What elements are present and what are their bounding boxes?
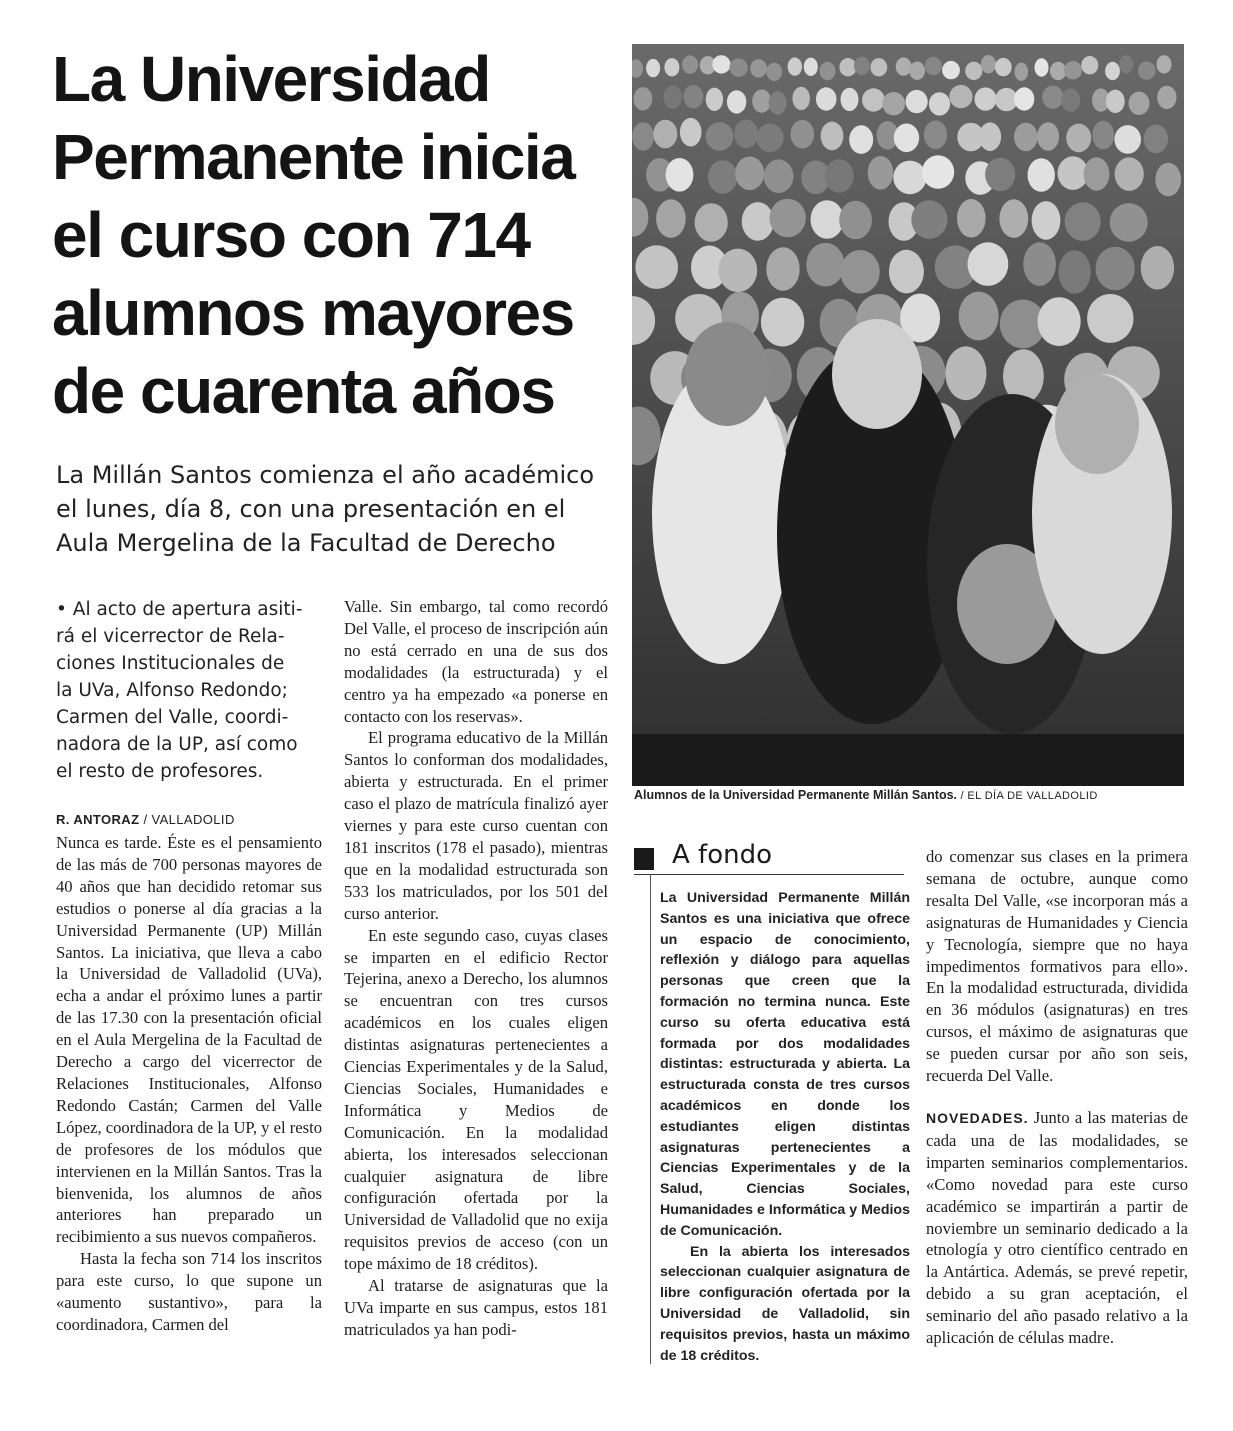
crowd-head bbox=[734, 120, 758, 149]
crowd-head bbox=[1138, 61, 1156, 79]
crowd-head bbox=[634, 87, 653, 110]
body-paragraph: El programa educativo de la Millán Santos lo conforman dos modalidades, abierta y estructurada. En el primer caso el plazo de matrícula finalizó ayer viernes y para este curso cuentan con 181 inscritos (178 el pasado), mientras que en la modalidad estructurada son 533 los matriculados, por los 501 del curso anterior. bbox=[344, 728, 608, 923]
crowd-head bbox=[752, 89, 771, 112]
section-marker-icon bbox=[634, 848, 654, 870]
crowd-head bbox=[896, 57, 912, 75]
crowd-head bbox=[712, 55, 730, 73]
crowd-head bbox=[1028, 158, 1055, 192]
headline bbox=[52, 40, 632, 430]
crowd-head bbox=[806, 243, 844, 287]
crowd-head bbox=[706, 122, 734, 151]
crowd-head bbox=[1114, 125, 1141, 154]
crowd-head bbox=[718, 249, 757, 293]
crowd-head bbox=[868, 156, 894, 190]
crowd-head bbox=[653, 120, 677, 149]
crowd-head bbox=[682, 55, 698, 73]
crowd-head bbox=[906, 90, 928, 113]
crowd-head bbox=[1014, 123, 1038, 152]
crowd-head bbox=[981, 55, 996, 73]
crowd-head bbox=[769, 91, 787, 114]
crowd-head bbox=[1087, 294, 1133, 343]
crowd-head bbox=[1115, 157, 1144, 191]
crowd-head bbox=[1144, 125, 1168, 154]
crowd-head bbox=[761, 298, 804, 347]
crowd-head bbox=[909, 62, 925, 80]
crowd-head bbox=[706, 88, 723, 111]
crowd-head bbox=[870, 58, 887, 76]
crowd-head bbox=[1032, 201, 1061, 240]
crowd-head bbox=[750, 59, 767, 77]
crowd-head bbox=[680, 118, 702, 147]
crowd-head bbox=[1081, 56, 1098, 74]
crowd-head bbox=[1106, 90, 1125, 113]
crowd-head bbox=[742, 202, 774, 241]
crowd-head bbox=[804, 58, 818, 76]
sidebar-vertical-rule bbox=[650, 874, 651, 1364]
crowd-head bbox=[1105, 62, 1120, 80]
body-paragraph: Valle. Sin embargo, tal como recordó Del Valle, el proceso de inscripción aún no está cerrado en una de sus dos modalidades (la estructurada) y el centro ya ha empezado «a ponerse en contacto con los reservas». bbox=[344, 597, 608, 726]
subtitle-line: Aula Mergelina de la Facultad de Derecho bbox=[56, 529, 556, 557]
crowd-head bbox=[985, 158, 1015, 192]
crowd-head bbox=[882, 92, 905, 115]
audience-photo bbox=[632, 44, 1184, 786]
crowd-head bbox=[911, 200, 947, 239]
crowd-head bbox=[1038, 297, 1081, 346]
byline-location: / VALLADOLID bbox=[143, 812, 235, 827]
crowd-head bbox=[1042, 86, 1063, 109]
crowd-head bbox=[840, 250, 879, 294]
body-paragraph: Hasta la fecha son 714 los inscritos para este curso, lo que supone un «aumento sustantivo», para la coordinadora, Carmen del bbox=[56, 1249, 322, 1334]
lead-line: el resto de profesores. bbox=[56, 761, 264, 782]
subtitle bbox=[56, 458, 626, 560]
lead-line: • Al acto de apertura asiti- bbox=[56, 599, 303, 620]
crowd-head bbox=[1037, 122, 1059, 151]
crowd-head bbox=[1096, 247, 1135, 291]
crowd-head bbox=[811, 200, 844, 239]
crowd-head bbox=[1141, 246, 1174, 290]
body-column-1 bbox=[56, 832, 322, 1336]
crowd-head bbox=[1065, 202, 1101, 241]
sidebar-title: A fondo bbox=[672, 840, 773, 870]
audience-photo-illustration bbox=[632, 44, 1184, 786]
lead-line: nadora de la UP, así como bbox=[56, 734, 298, 755]
sidebar-text bbox=[660, 888, 910, 1366]
lead-summary bbox=[56, 596, 326, 785]
crowd-head bbox=[708, 160, 738, 194]
crowd-head bbox=[1155, 163, 1181, 197]
crowd-head bbox=[1084, 157, 1110, 191]
byline bbox=[56, 812, 235, 827]
crowd-head bbox=[666, 158, 694, 192]
crowd-head bbox=[727, 90, 746, 113]
crowd-head bbox=[975, 87, 997, 110]
crowd-head bbox=[788, 57, 802, 75]
crowd-head bbox=[893, 161, 926, 195]
body-column-2 bbox=[344, 596, 608, 1341]
crowd-head bbox=[849, 125, 873, 154]
crowd-head bbox=[1058, 250, 1090, 294]
crowd-head bbox=[1092, 121, 1114, 150]
headline-line: de cuarenta años bbox=[52, 355, 555, 427]
crowd-head bbox=[764, 159, 794, 193]
crowd-head bbox=[825, 159, 854, 193]
subtitle-line: La Millán Santos comienza el año académico bbox=[56, 461, 595, 489]
crowd-head bbox=[756, 124, 783, 153]
crowd-head bbox=[854, 57, 870, 75]
crowd-head bbox=[646, 59, 660, 77]
lead-line: rá el vicerrector de Rela- bbox=[56, 626, 285, 647]
crowd-head bbox=[979, 122, 1001, 151]
crowd-head bbox=[925, 57, 942, 75]
section-kicker: NOVEDADES. bbox=[926, 1109, 1029, 1126]
crowd-head bbox=[949, 85, 972, 108]
crowd-head bbox=[1064, 61, 1082, 79]
body-column-4 bbox=[926, 846, 1188, 1349]
crowd-head bbox=[766, 63, 782, 81]
body-paragraph: Al tratarse de asignaturas que la UVa imparte en sus campus, estos 181 matriculados ya han podi- bbox=[344, 1276, 608, 1339]
byline-author: R. ANTORAZ bbox=[56, 812, 140, 827]
headline-line: alumnos mayores bbox=[52, 277, 574, 349]
crowd-head bbox=[957, 199, 986, 238]
crowd-head bbox=[684, 85, 704, 108]
body-paragraph: En este segundo caso, cuyas clases se imparten en el edificio Rector Tejerina, anexo a Derecho, los alumnos se encuentran con tres cursos académicos en los cuales eligen distintas asignaturas pertenecientes a Ciencias Experimentales y de la Salud, Ciencias Sociales, Humanidades e Informática y Medios de Comunicación. En la modalidad abierta, los interesados seleccionan cualquier asignatura de libre configuración ofertada por la Universidad de Valladolid que no exija requisitos previos de acceso (con un tope máximo de 18 créditos). bbox=[344, 925, 608, 1274]
crowd-head bbox=[1157, 86, 1176, 109]
crowd-head bbox=[924, 121, 947, 150]
crowd-head bbox=[730, 58, 748, 76]
crowd-head bbox=[695, 203, 728, 242]
crowd-head bbox=[999, 199, 1028, 238]
crowd-head bbox=[959, 292, 999, 341]
crowd-head bbox=[735, 157, 764, 191]
crowd-head bbox=[839, 58, 856, 76]
headline-line: el curso con 714 bbox=[52, 199, 530, 271]
headline-line: La Universidad bbox=[52, 43, 490, 115]
crowd-head bbox=[1015, 63, 1029, 81]
sidebar-paragraph: La Universidad Permanente Millán Santos es una iniciativa que ofrece un espacio de conocimiento, reflexión y diálogo para aquellas personas que creen que la formación no termina nunca. Este curso su oferta educativa está formada por dos modalidades distintas: estructurada y abierta. La estructurada consta de tres cursos académicos en donde los estudiantes eligen distintas asignaturas pertenecientes a Ciencias Experimentales y de la Salud, Ciencias Sociales, Humanidades e Informática y Medios de Comunicación. bbox=[660, 890, 910, 1239]
crowd-head bbox=[1014, 87, 1034, 110]
crowd-head bbox=[922, 155, 954, 189]
subtitle-line: el lunes, día 8, con una presentación en el bbox=[56, 495, 566, 523]
sidebar-divider bbox=[634, 874, 904, 875]
crowd-head bbox=[1066, 124, 1091, 153]
crowd-head bbox=[1061, 89, 1080, 112]
body-paragraph: do comenzar sus clases en la primera semana de octubre, aunque como resalta Del Valle, «se incorporan más a asignaturas de Humanidades y Ciencia y Tecnología, siempre que no haya impedimentos formativos para ello». En la modalidad estructurada, dividida en 36 módulos (asignaturas) en tres cursos, el máximo de asignaturas que se pueden cursar por año son seis, recuerda Del Valle. bbox=[926, 847, 1188, 1086]
crowd-head bbox=[995, 58, 1012, 76]
crowd-head bbox=[1157, 55, 1172, 73]
crowd-head bbox=[968, 242, 1009, 286]
crowd-head bbox=[1023, 242, 1056, 286]
crowd-head bbox=[929, 92, 950, 115]
crowd-head bbox=[635, 245, 678, 289]
crowd-head bbox=[664, 85, 682, 108]
crowd-head bbox=[839, 201, 872, 240]
crowd-head bbox=[770, 199, 806, 238]
crowd-head bbox=[766, 247, 799, 291]
crowd-head bbox=[816, 87, 837, 110]
lead-line: la UVa, Alfonso Redondo; bbox=[56, 680, 288, 701]
crowd-head bbox=[841, 88, 859, 111]
crowd-head bbox=[942, 61, 960, 79]
crowd-head bbox=[792, 87, 810, 110]
body-paragraph: Nunca es tarde. Éste es el pensamiento de las más de 700 personas mayores de 40 años que han decidido retomar sus estudios o ponerse al día gracias a la Universidad Permanente (UP) Millán Santos. La iniciativa, que lleva a cabo la Universidad de Valladolid (UVa), echa a andar el próximo lunes a partir de las 17.30 con la presentación oficial en el Aula Mergelina de la Facultad de Derecho a cargo del vicerrector de Relaciones Institucionales, Alfonso Redondo Castán; Carmen del Valle López, coordinadora de la UP, y el resto de profesores de los módulos que intervienen en la Millán Santos. Tras la bienvenida, los alumnos de años anteriores han preparado un recibimiento a sus nuevos compañeros. bbox=[56, 833, 322, 1247]
crowd-head bbox=[664, 58, 679, 76]
crowd-head bbox=[821, 122, 844, 151]
crowd-head bbox=[1110, 203, 1148, 242]
crowd-head bbox=[862, 88, 885, 111]
crowd-head bbox=[889, 250, 924, 294]
lead-line: Carmen del Valle, coordi- bbox=[56, 707, 289, 728]
lead-line: ciones Institucionales de bbox=[56, 653, 285, 674]
crowd-head bbox=[894, 124, 919, 153]
crowd-head bbox=[1050, 62, 1066, 80]
crowd-head bbox=[1129, 92, 1150, 115]
crowd-head bbox=[1119, 55, 1133, 73]
sidebar-paragraph: En la abierta los interesados seleccionan cualquier asignatura de libre configuración ofertada por la Universidad de Valladolid, sin requisitos previos, hasta un máximo de 18 créditos. bbox=[660, 1243, 910, 1364]
crowd-head bbox=[656, 199, 686, 238]
novedades-paragraph bbox=[926, 1107, 1188, 1349]
headline-line: Permanente inicia bbox=[52, 121, 575, 193]
photo-caption-text: Alumnos de la Universidad Permanente Millán Santos. bbox=[634, 788, 957, 802]
crowd-head bbox=[1035, 58, 1049, 76]
crowd-head bbox=[945, 346, 986, 400]
photo-credit: / EL DÍA DE VALLADOLID bbox=[960, 790, 1098, 802]
crowd-head bbox=[820, 62, 836, 80]
crowd-head bbox=[632, 122, 654, 151]
novedades-text: Junto a las materias de cada una de las modalidades, se imparten seminarios complementarios. «Como novedad para este curso académico se impartirán a partir de noviembre un seminario dedicado a la etnología y otro científico centrado en la Antártica. Además, se prevé repetir, debido a su gran aceptación, el seminario del año pasado relativo a la aplicación de células madre. bbox=[926, 1107, 1188, 1348]
crowd-head bbox=[791, 120, 815, 149]
photo-caption bbox=[634, 788, 1098, 802]
crowd-head bbox=[965, 62, 982, 80]
